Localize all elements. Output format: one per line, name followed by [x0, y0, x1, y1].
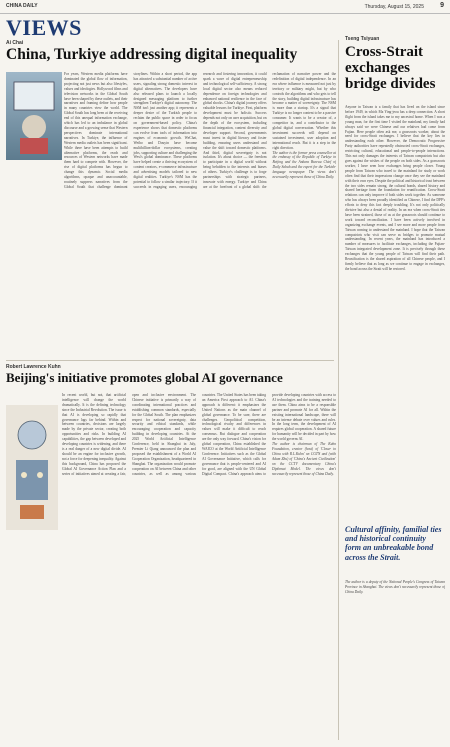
article2-disclaimer: The views don't necessarily represent those of China Daily.: [272, 466, 336, 476]
article2-illustration: [6, 405, 58, 530]
page-number: 9: [440, 2, 444, 9]
article1-illustration: [6, 72, 62, 160]
article3-author-note: The author is a deputy of the National People's Congress of Taiwan Province in Shanghai.: [345, 580, 445, 589]
issue-date: Thursday, August 15, 2025: [364, 4, 424, 10]
masthead-bar: [0, 0, 450, 14]
article2-author-note: The author is chairman of The Kuhn Foundation, creator (host) of 'Closer to China with R.L.Kuhn' on CGTN and (with Adam Zhu) of 'China's Ancient Civilization' on the CCTV documentary China's Diplomat Model.: [272, 442, 336, 471]
article1-body: [64, 72, 336, 356]
article2-illustration-art: [6, 405, 58, 530]
article1-body-text: For years, Western media platforms have dominated the global flow of information, projecting not just news but also lifestyles, values and ideologies. Hollywood films and television networks in the Global South have been shaped by these outlets, and their narratives and framing define how people in many countries view the world. The Global South has long been at the receiving end of this unequal information exchange, which has led to an imbalance in global discourse and a growing sense that Western perspectives dominate international narratives. In Turkiye, the influence of Western media outlets has been significant. While there have been attempts to build alternative platforms, the reach and resources of Western networks have made them hard to compete with. However, the rise of digital platforms has begun to change this dynamic. Social media algorithms, opaque and unaccountable, routinely suppress narratives from the Global South that challenge dominant storylines. Within a short period, the app has attracted a substantial number of active users, signaling strong domestic interest in digital alternatives. The developers have also released plans to launch a locally designed messaging platform to further strengthen Turkiye's digital autonomy. The NSM isn't just another app; it represents a deeper desire of the Turkish people to reclaim the public space in order to focus on government-based policy. China's experience shows that domestic platforms can evolve from tools of information into engines of economic growth. WeChat, Weibo and Douyin have become multibillion-dollar ecosystems, creating jobs, supporting culture and challenging the West's global dominance. These platforms have helped create a thriving ecosystem of content creators, e-commerce infrastructure and advertising models tailored to new digital realities. Turkiye's NSM has the potential to follow a similar trajectory. If it succeeds in engaging users, encouraging research and fostering innovation, it could spark a wave of digital entrepreneurship and technological self-sufficiency. A strong local digital sector also means reduced dependence on foreign technologies and enhanced national resilience in the face of global shocks. China's digital journey offers valuable lessons for Turkiye. First, platform development must be holistic. Success depends not only on user acquisition, but on the depth of the ecosystem, including financial integration, content diversity and developer support. Second, governments must invest in digital literacy and foster building, ensuring users understand and value the shift toward domestic platforms. And third, digital sovereignty is not isolation. It's about choice — the freedom to participate in a digital world without being beholden to the interests and biases of others. Turkiye's challenge is to forge partnerships with strategic partners, innovate with energy. Turkiye and China are at the forefront of a global shift: the reclamation of narrative power and the redefinition of digital independence. In an era where influence is measured not just by territory or military might, but by who controls the algorithms and who gets to tell the story, building digital infrastructure has become a matter of sovereignty. The NSM is more than a startup. It's a signal that Turkiye is no longer content to be a passive consumer. It wants to be a creator of, a competitor in, and a contributor to the global digital conversation. Whether this investment succeeds will depend on sustained investment, user adoption and international reach. But it is a step in the right direction.: [64, 72, 336, 189]
article3-body: [345, 105, 445, 520]
section-title: VIEWS: [6, 15, 82, 40]
article2-body: [62, 393, 336, 738]
article3-byline: Tseng Tsiyuan: [345, 36, 380, 42]
article3-body-text: Anyone in Taiwan is a family that has lived on the island since before 1949, in which Ma Ying-jeou has a deep connection. A short flight from the island takes me to my ancestral home. When I was a young man, for the first time I visited the mainland, my family had always said we were Chinese and our relatives had come from Fujian. Here people often ask me, a grassroots worker, about the need for cross-Strait exchanges. I believe that the key lies in understanding each other. However, the Democratic Progressive Party authorities have repeatedly obstructed cross-Strait exchanges, restricting cultural, educational and people-to-people interactions. This not only damages the interests of Taiwan compatriots but also goes against the wishes of the people on both sides. As a grassroots worker, I have seen how exchanges bring people closer. Young people from Taiwan who travel to the mainland for study or work often find that their impressions change once they see the mainland with their own eyes. Despite the political and historical trust between the two sides remain strong, the cultural bonds, shared history and shared heritage form the foundation for reunification. Cross-Strait relations can only improve if both sides work together. As someone who has always been proudly identified as Chinese, I find the DPP's efforts to deny this fact deeply troubling. It's not only politically divisive but also a denial of reality. In an era when cross-Strait ties have been strained, those of us at the grassroots should continue to work toward reconciliation. I have been actively involved in organizing exchange events, and I see more and more people from Taiwan coming to understand the mainland. I hope that the Taiwan compatriots who visit can serve as bridges to promote mutual understanding. In recent years, the mainland has introduced a number of measures to facilitate exchanges, including the Fujian-Taiwan integrated development zone. It is precisely through these exchanges that the young people of Taiwan will find their path. Reunification is the shared aspiration of all Chinese people, and I firmly believe that as long as we continue to engage in exchanges, the bond across the Strait will be restored.: [345, 105, 445, 271]
article3-disclaimer: The views don't necessarily represent those of China Daily.: [345, 584, 445, 594]
article1-illustration-art: [6, 72, 62, 160]
article2-headline: Beijing's initiative promotes global AI governance: [6, 370, 283, 385]
article3-pull-quote: Cultural affinity, familial ties and historical continuity form an unbreakable bond across the Strait.: [345, 525, 442, 562]
article2-byline: Robert Lawrence Kuhn: [6, 364, 61, 370]
article2-body-text: In recent world, but not, that artificial intelligence will change the world dramatically. It is the defining technology since the Industrial Revolution. The issue is that AI is developing so rapidly that governance lags far behind. Within and between countries, decisions are largely made by the private sector, creating both opportunities and risks. In building AI capabilities, the gap between developed and developing countries is widening, and there is a real danger of a new digital divide. AI should be an engine for inclusive growth, not a force for deepening inequality. Against this background, China has proposed the Global AI Governance Action Plan and a series of initiatives aimed at creating a fair, open and inclusive environment. The Chinese initiative is primarily a way of coordinating international practices and establishing common standards, especially for the Global South. The plan emphasizes respect for national sovereignty, data security and ethical standards, while encouraging cooperation and capacity building in developing countries. At the 2025 World Artificial Intelligence Conference, held in Shanghai in July, Premier Li Qiang announced the plan and proposed the establishment of a World AI Cooperation Organization, headquartered in Shanghai. The organization would promote cooperation on AI between China and other countries, as well as among various countries. The United States has been taking an America First approach to AI. China's approach is different: it emphasizes the United Nations as the main channel of global governance. To be sure, there are challenges. Geopolitical competition, technological rivalry and differences in values will make it difficult to reach consensus. But dialogue and cooperation are the only way forward. China's vision for global cooperation, China established the WAICO at the World Artificial Intelligence Conference. Initiatives such as the Global AI Governance Initiative, which calls for governance that is people-centered and AI for good, are aligned with the UN Global Digital Compact. China's approach aims to provide developing countries with access to AI technologies and the training needed to use them. China aims to be a responsible partner and promote AI for all. Within the existing international landscape, there will be an intense debate over values and rules. In the long term, the development of AI requires global cooperation. A shared future for humanity will be decided in part by how the world governs AI.: [62, 393, 336, 476]
article1-author-note: The author is the former press counsellor at the embassy of the Republic of Turkiye in Beijing and the Ankara Bureau Chief of Daily Sabah and the expert for the Turkish-language newspaper.: [272, 150, 336, 175]
article3-headline: Cross-Strait exchanges bridge divides: [345, 44, 436, 92]
article-divider: [6, 360, 334, 361]
article1-disclaimer: The views don't necessarily represent those of China Daily.: [272, 170, 336, 180]
article1-headline: China, Turkiye addressing digital inequality: [6, 46, 298, 63]
article1-byline: Ai Chai: [6, 40, 24, 46]
newspaper-logo: CHINA DAILY: [6, 3, 38, 9]
article3-footer: [345, 580, 445, 740]
column-divider: [338, 40, 339, 740]
